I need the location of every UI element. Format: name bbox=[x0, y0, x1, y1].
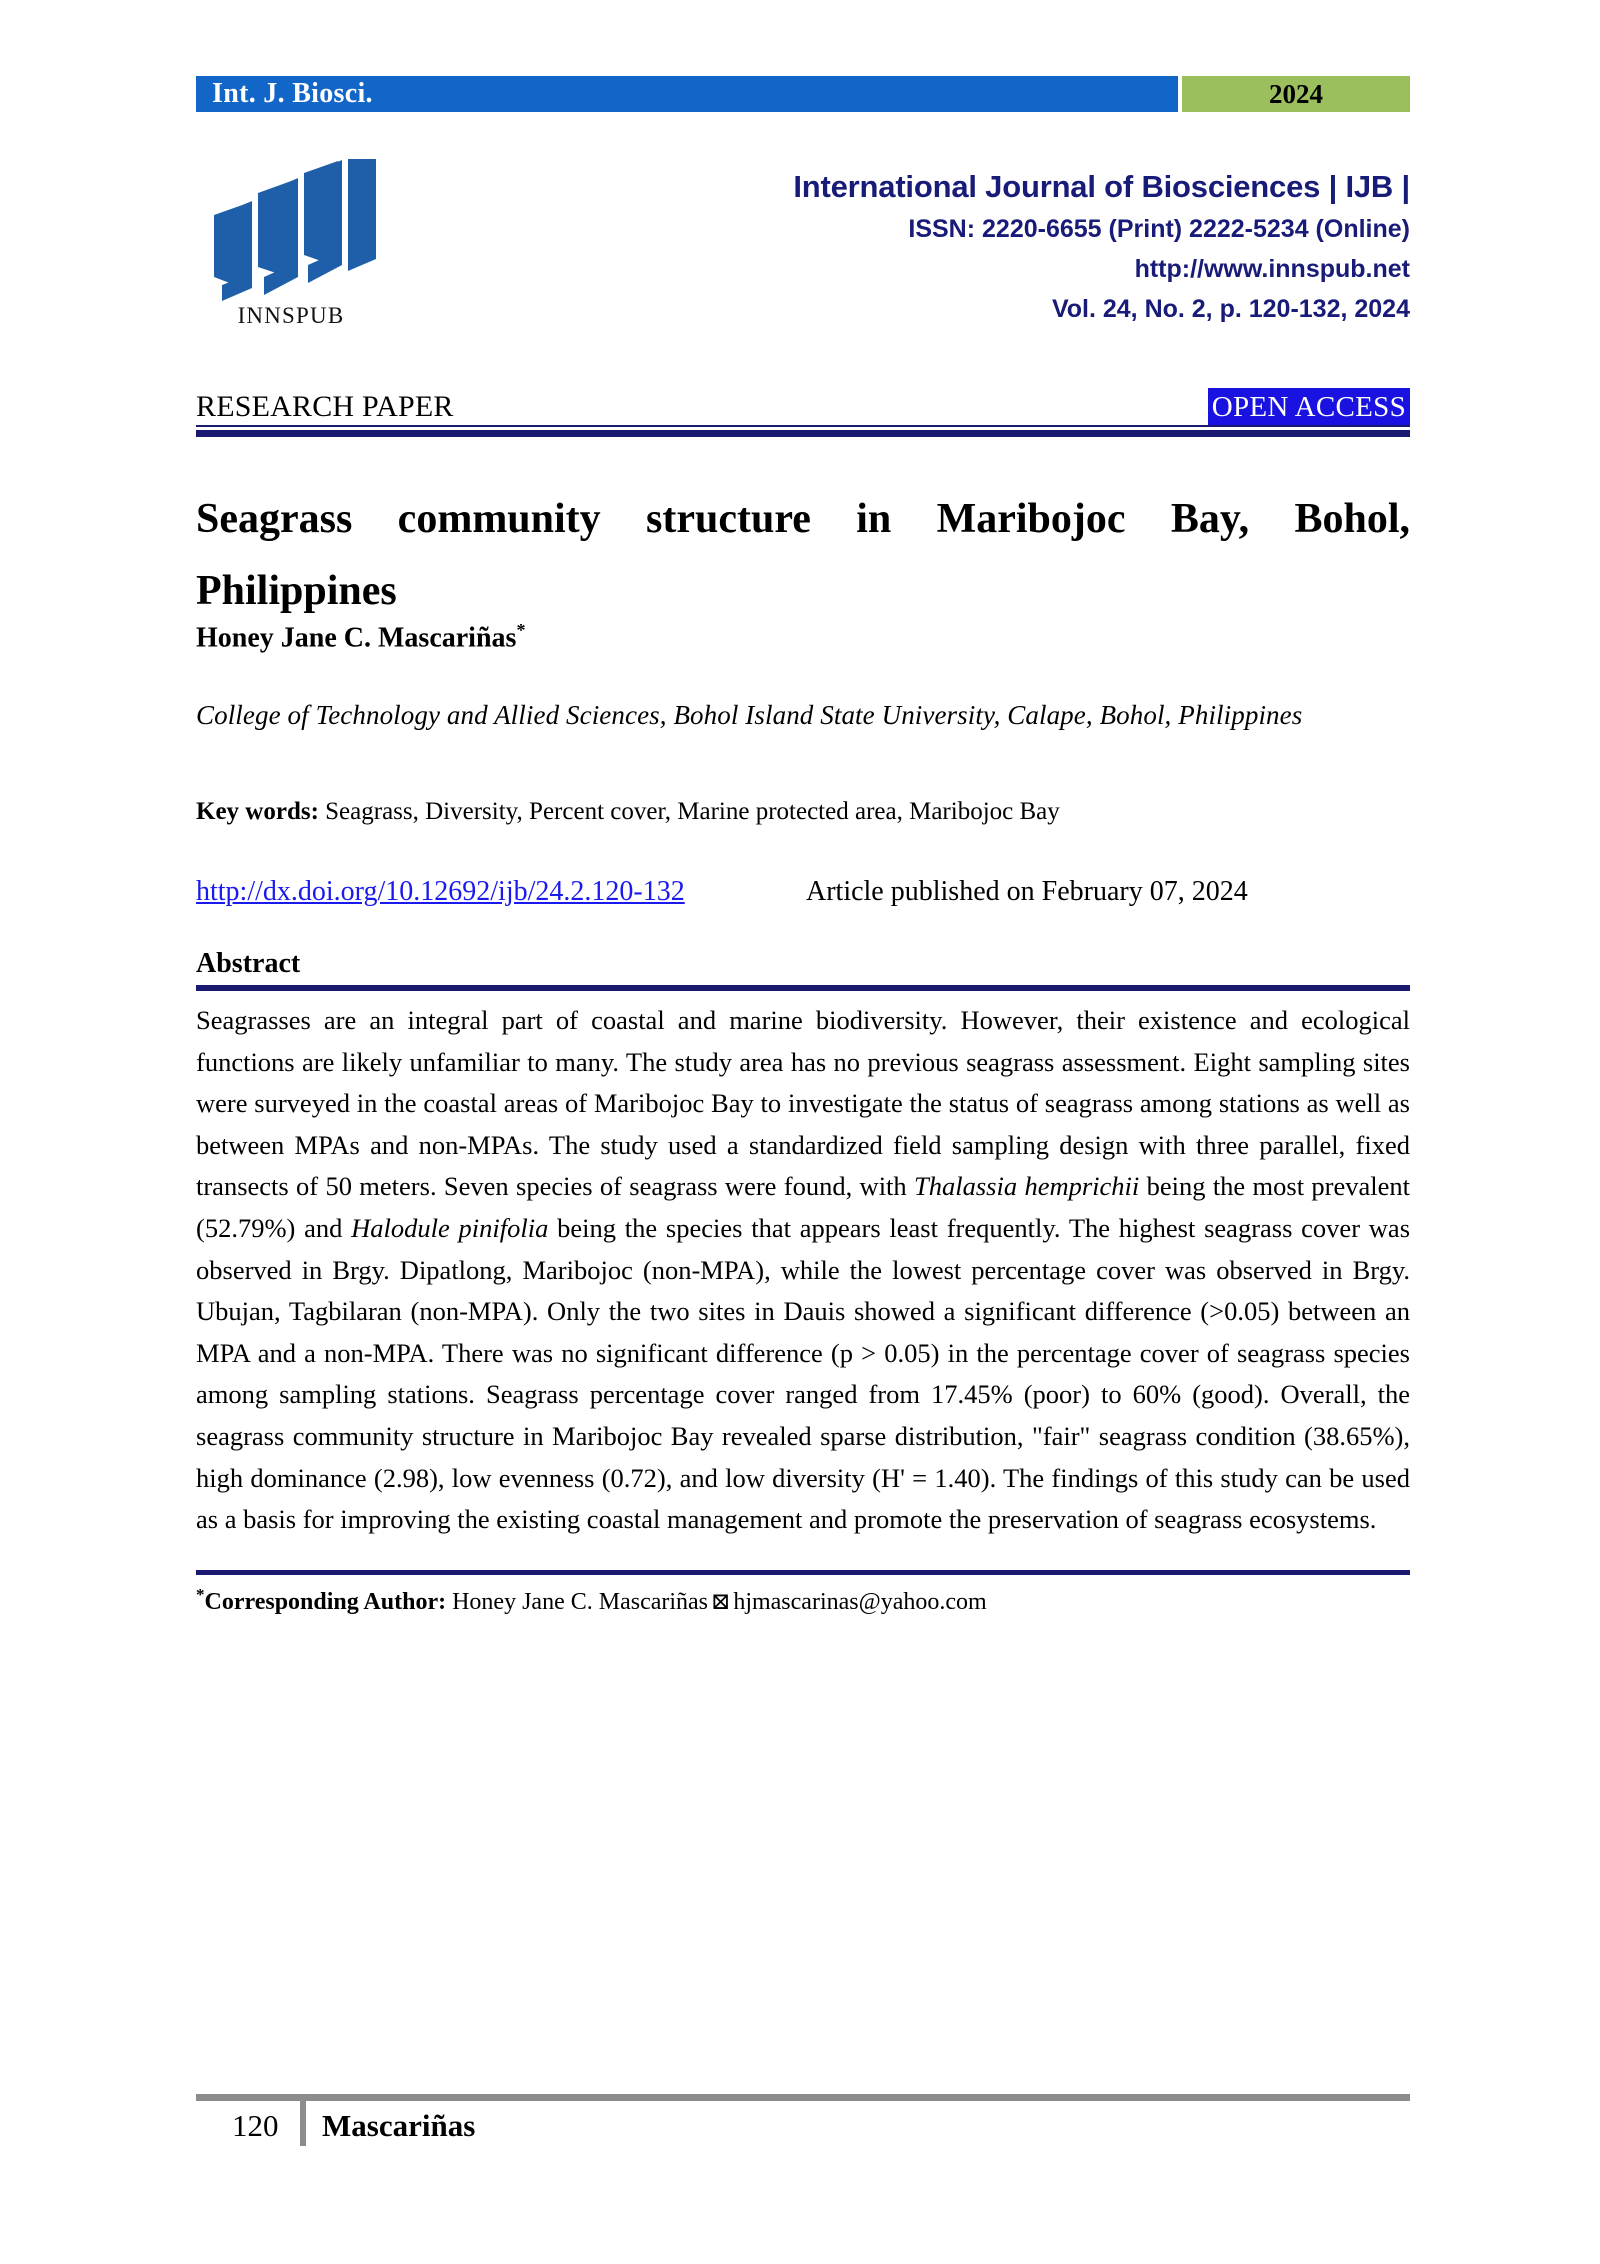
doi-row bbox=[196, 876, 1410, 916]
keywords-line bbox=[196, 798, 1410, 826]
running-head bbox=[196, 76, 1410, 112]
corresponding-marker: * bbox=[196, 1585, 205, 1604]
masthead bbox=[196, 155, 1410, 365]
keywords-value: Seagrass, Diversity, Percent cover, Marine protected area, Maribojoc Bay bbox=[325, 798, 1060, 825]
abstract-body bbox=[196, 1000, 1410, 1541]
keywords-label: Key words: bbox=[196, 798, 319, 825]
article-title-line-1: Seagrass community structure in Maribojoc Bay, Bohol, bbox=[196, 496, 1410, 543]
author-name: Honey Jane C. Mascariñas bbox=[196, 622, 517, 654]
running-head-year: 2024 bbox=[1269, 79, 1323, 109]
abstract-top-rule bbox=[196, 985, 1410, 991]
corresponding-author-note bbox=[196, 1578, 1410, 1619]
species-name-thalassia: Thalassia hemprichii bbox=[914, 1171, 1140, 1202]
paper-type-label: RESEARCH PAPER bbox=[196, 390, 454, 423]
corresponding-author-label: Corresponding Author: bbox=[204, 1589, 447, 1615]
doi-link[interactable]: http://dx.doi.org/10.12692/ijb/24.2.120-132 bbox=[196, 876, 685, 907]
publisher-logo-text: INNSPUB bbox=[237, 303, 345, 328]
abstract-bottom-rule bbox=[196, 1570, 1410, 1575]
abstract-part-3: being the species that appears least frequently. The highest seagrass cover was observed in Brgy. Dipatlong, Maribojoc (non-MPA), while the lowest percentage cover was observed in Brgy. Ubujan, Tagbilaran (non-MPA). Only the two sites in Dauis showed a significant difference (>0.05) between an MPA and a non-MPA. There was no significant difference (p > 0.05) in the percentage cover of seagrass species among sampling stations. Seagrass percentage cover ranged from 17.45% (poor) to 60% (good). Overall, the seagrass community structure in Maribojoc Bay revealed sparse distribution, "fair" seagrass condition (38.65%), high dominance (2.98), low evenness (0.72), and low diversity (H' = 1.40). The findings of this study can be used as a basis for improving the existing coastal management and promote the preservation of seagrass ecosystems. bbox=[196, 1212, 1411, 1535]
author-line bbox=[196, 620, 1410, 654]
author-affiliation: College of Technology and Allied Sciences, Bohol Island State University, Calape, Bohol, Philippines bbox=[196, 700, 1303, 730]
footer-page-number: 120 bbox=[232, 2108, 279, 2143]
page-footer bbox=[196, 2104, 1410, 2154]
header-divider-rule bbox=[196, 425, 1410, 437]
running-head-journal-short: Int. J. Biosci. bbox=[212, 78, 373, 109]
footer-separator bbox=[300, 2098, 306, 2146]
article-title bbox=[196, 483, 1410, 627]
divider-thin-line bbox=[196, 425, 1410, 427]
corresponding-author-name: Honey Jane C. Mascariñas bbox=[452, 1589, 709, 1615]
paper-type-row bbox=[196, 388, 1410, 428]
open-book-icon bbox=[208, 155, 378, 305]
publisher-logo bbox=[196, 155, 386, 355]
abstract-part-2: being the most prevalent (52.79%) and bbox=[196, 1171, 1411, 1243]
journal-title: International Journal of Biosciences | IJB | bbox=[793, 169, 1410, 204]
envelope-icon: ⊠ bbox=[711, 1589, 731, 1614]
journal-url[interactable]: http://www.innspub.net bbox=[1134, 255, 1410, 283]
author-correspondence-marker: * bbox=[516, 620, 526, 640]
footer-rule bbox=[196, 2094, 1410, 2101]
journal-issn: ISSN: 2220-6655 (Print) 2222-5234 (Online) bbox=[908, 215, 1410, 243]
divider-thick-line bbox=[196, 430, 1410, 437]
footer-author-surname: Mascariñas bbox=[322, 2108, 476, 2143]
species-name-halodule: Halodule pinifolia bbox=[351, 1212, 549, 1243]
abstract-part-1: Seagrasses are an integral part of coastal and marine biodiversity. However, their existence and ecological functions are likely unfamiliar to many. The study area has no previous seagrass assessment. Eight sampling sites were surveyed in the coastal areas of Maribojoc Bay to investigate the status of seagrass among stations as well as between MPAs and non-MPAs. The study used a standardized field sampling design with three parallel, fixed transects of 50 meters. Seven species of seagrass were found, with bbox=[196, 1005, 1410, 1202]
journal-volume-info: Vol. 24, No. 2, p. 120-132, 2024 bbox=[1051, 295, 1410, 323]
publication-date: Article published on February 07, 2024 bbox=[806, 876, 1248, 907]
abstract-heading: Abstract bbox=[196, 948, 301, 979]
journal-info bbox=[550, 165, 1410, 329]
corresponding-author-email[interactable]: hjmascarinas@yahoo.com bbox=[733, 1589, 987, 1615]
open-access-badge: OPEN ACCESS bbox=[1208, 388, 1410, 426]
article-title-line-2: Philippines bbox=[196, 568, 397, 615]
